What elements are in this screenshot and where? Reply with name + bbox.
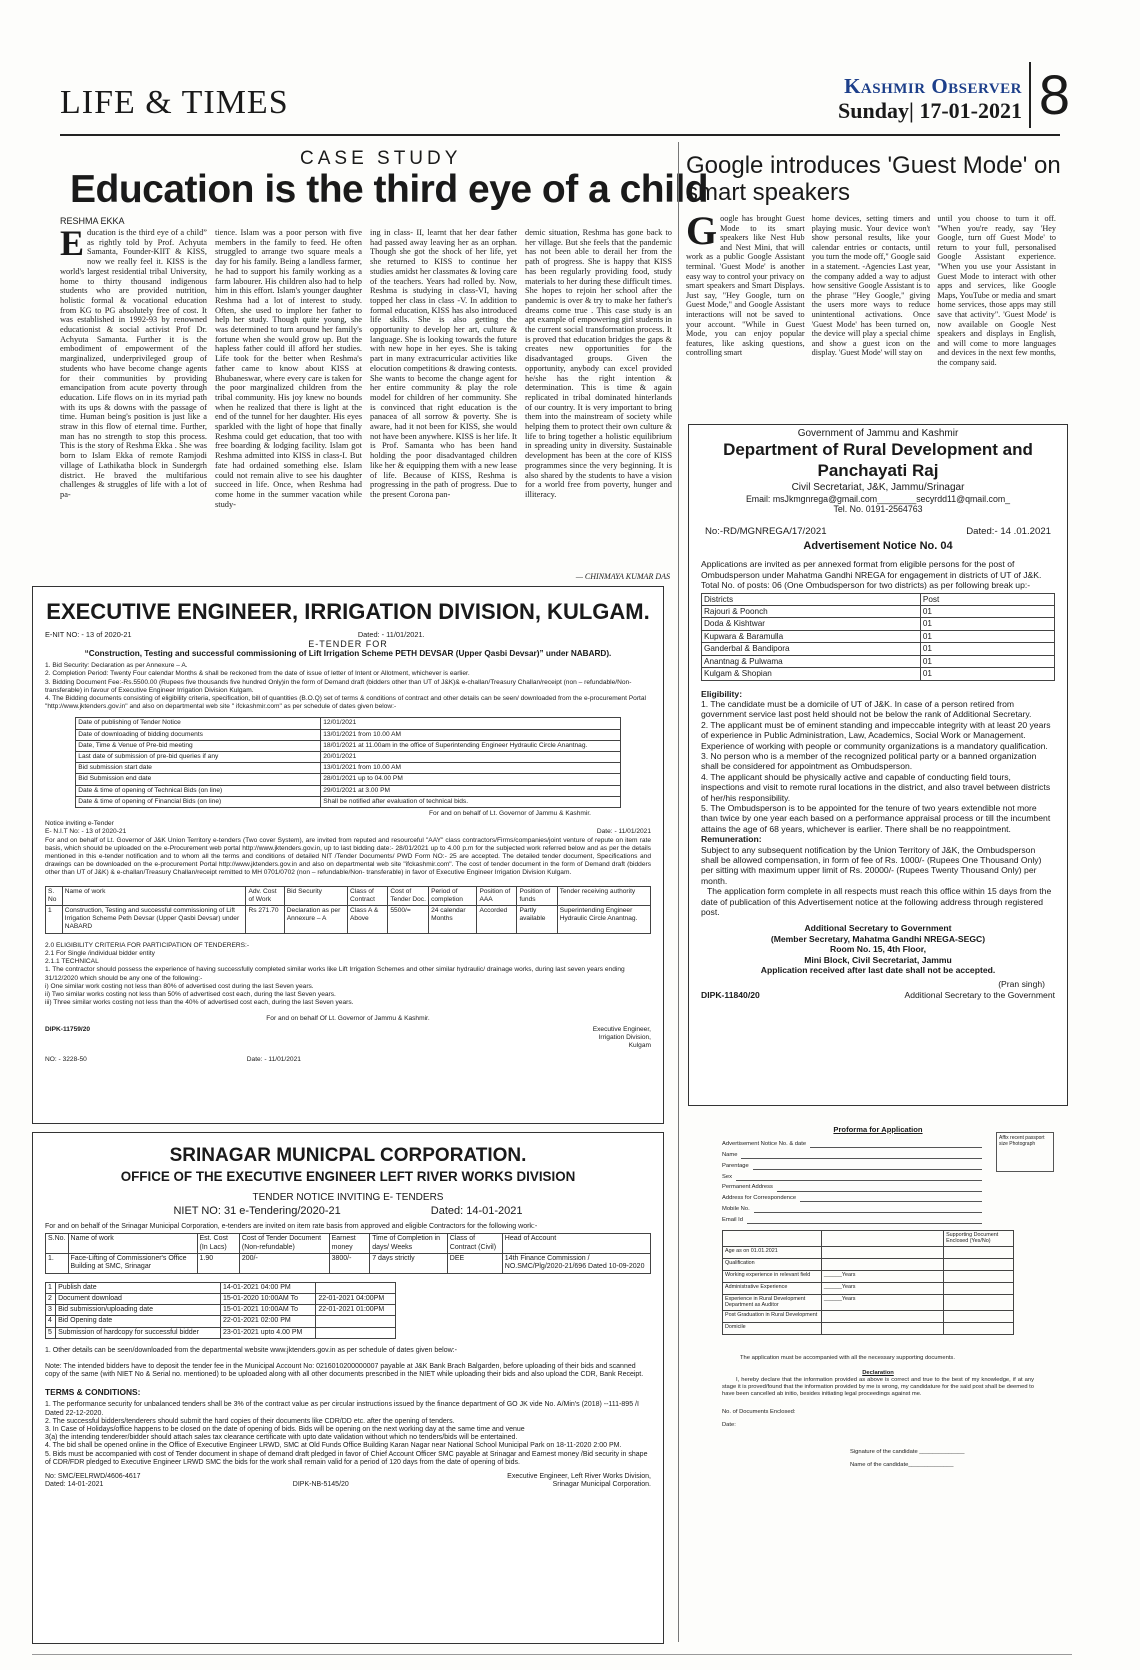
- table-cell: Accorded: [477, 906, 517, 934]
- smc-intro: For and on behalf of the Srinagar Municipal Corporation, e-tenders are invited on item rate basis from approved and eligible Contractors for the following work:-: [45, 1223, 538, 1230]
- table-cell: 22-01-2021 01:00PM: [316, 1305, 396, 1316]
- table-row: [723, 1322, 1014, 1334]
- table-cell: Experience in Rural Development Department as Auditor: [723, 1294, 822, 1310]
- notice-intro: Applications are invited as per annexed format from eligible persons for the post of Ombudsperson under Mahatma Gandhi NREGA for engagement in districts of UT of J&K.: [701, 559, 1042, 580]
- table-cell: [944, 1246, 1014, 1258]
- table-cell: 14-01-2021 04:00 PM: [220, 1282, 315, 1293]
- terms-list: [45, 1401, 651, 1467]
- table-row: [76, 718, 620, 729]
- table-cell: Age as on 01.01.2021: [723, 1246, 822, 1258]
- ad-footer: [45, 1026, 651, 1051]
- table-row: [702, 668, 1055, 680]
- work-table: [45, 886, 651, 934]
- table-header: Class of Contract: [348, 886, 388, 905]
- signatory: Executive Engineer, Irrigation Division, Kulgam: [592, 1025, 651, 1049]
- table-header: Time of Completion in days/ Weeks: [370, 1234, 448, 1254]
- table-header: Name of work: [62, 886, 246, 905]
- term-item: 4. The bid shall be opened online in the Office of Executive Engineer LRWD, SMC at Old Funds Office Building Karan Nagar near National School Municipal Park on 18-11-2020 2:00 PM.: [45, 1442, 622, 1450]
- table-cell: Face-Lifting of Commissioner's Office Building at SMC, Srinagar: [68, 1254, 197, 1274]
- table-cell: [944, 1282, 1014, 1294]
- dipk-number: DIPK-NB-5145/20: [292, 1481, 349, 1489]
- notice-ref-row: [701, 527, 1055, 537]
- dept-email: Email: msJkmgnrega@gmail.com________secyrdd11@qmail.com_: [745, 493, 1011, 504]
- schedule-label: Date of publishing of Tender Notice: [76, 718, 321, 729]
- candidate-signature: Signature of the candidate ______________: [850, 1449, 965, 1456]
- table-cell: Bid submission/uploading date: [56, 1305, 221, 1316]
- district-name: Doda & Kishtwar: [702, 618, 921, 630]
- nit-date: Dated: 14-01-2021: [430, 1205, 523, 1217]
- table-cell: Publish date: [56, 1282, 221, 1293]
- eligibility-item: 5. The Ombudsperson is to be appointed for the tenure of two years extendible not more than twice by one year each based on a performance appraisal process or till the incumbent attains the age of 68 years, whichever is earlier. There shall be no reappointment.: [701, 802, 1051, 834]
- notice-body: For and on behalf of Lt. Governor of J&K Union Territory e-tenders (Two cover System), are invited from reputed and resourceful "AAY" class contractors/Firms/companies/joint venture of repute on item rate basis, which should be uploaded on the e-Procurement web portal http://www.jktenders.gov.in, up to last bidding date:- 28/01/2021 up to 4.00 p.m for the subjected work referred below and as per the details mentioned in this e-tender notification and to whom all the terms and conditions of detailed NIT /Tender Documents/ PWD Form NO:- 25 are accepted. The detailed tender document, Specifications and drawings can be downloaded on the e-procurement Portal http://www.jktenders.gov.in and also on departmental web site "ifckashmir.com". The cost of tender document in the form of Demand draft (bidders other than UT of J&K) & e-challan/Treasury Challan/receipt remitted to MH 0701/0702 (non – refundable/Non- transferable) in favor of Executive Engineer Irrigation Division Kulgam.: [45, 836, 651, 877]
- district-posts: 01: [920, 630, 1054, 642]
- table-header: Name of work: [68, 1234, 197, 1254]
- application-text: The application form complete in all respects must reach this office within 15 days from the date of publication of this Advertisement notice at the following address through registered post.: [701, 886, 1052, 918]
- table-cell: Class A & Above: [348, 906, 388, 934]
- table-cell: ______Years: [821, 1282, 943, 1294]
- table-cell: 200/-: [239, 1254, 329, 1274]
- table-cell: 22-01-2021 04:00PM: [316, 1294, 396, 1305]
- schedule-label: Last date of submission of pre-bid queries if any: [76, 752, 321, 763]
- condition-item: 4. The Bidding documents consisting of eligibility criteria, specification, bill of quantities (B.O.Q) set of terms & conditions of contract and other details can be seen/ downloaded from the e-procurement Portal "http://www.jktenders.gov.in" and also on departmental web site " ifckashmir.com" as per schedule of dates given below:-: [45, 695, 646, 711]
- google-column-1: [686, 214, 805, 414]
- table-row: [76, 763, 620, 774]
- dept-phone: Tel. No. 0191-2564763: [833, 504, 923, 515]
- behalf-line: For and on behalf of Lt. Governor of Jammu & Kashmir.: [429, 810, 591, 818]
- schedule-table: [45, 1282, 396, 1339]
- signature-name: (Pran singh): [998, 979, 1045, 990]
- dept-address: Civil Secretariat, J&K, Jammu/Srinagar: [791, 482, 965, 494]
- table-cell: 23-01-2021 upto 4.00 PM: [220, 1327, 315, 1338]
- table-header: Bid Security: [284, 886, 347, 905]
- google-column-2: home devices, setting timers and playing music. Your device won't show personal results, like your calendar entries or contacts, until you turn the mode off," Google said in a statement. -Agencies Last year, the company added a way to adjust how sensitive Google Assistant is to the phrase "Hey Google," giving the users more ways to reduce unintentional activations. Once 'Guest Mode' has been turned on, the device will play a special chime and show a guest icon on the display. 'Guest Mode' will stay on: [811, 214, 931, 358]
- ad-ref-row: [45, 631, 651, 639]
- table-cell: 1.: [46, 1254, 69, 1274]
- table-row: [723, 1282, 1014, 1294]
- ref-date: Date: - 11/01/2021: [246, 1056, 301, 1064]
- table-row: [76, 796, 620, 807]
- dropcap: E: [60, 228, 85, 263]
- etender-label: E-TENDER FOR: [308, 639, 388, 650]
- table-cell: Rs 271.70: [246, 906, 284, 934]
- table-cell: 3800/-: [329, 1254, 370, 1274]
- schedule-value: Shall be notified after evaluation of technical bids.: [321, 796, 620, 807]
- notice-head: Notice inviting e-Tender: [45, 820, 114, 828]
- eligibility-item: 2.1.1 TECHNICAL: [45, 958, 99, 966]
- ad-ref-footer: [45, 1056, 651, 1064]
- schedule-label: Bid submission start date: [76, 763, 321, 774]
- form-field[interactable]: [722, 1152, 982, 1159]
- table-cell: 2: [46, 1294, 56, 1305]
- form-field[interactable]: [722, 1217, 982, 1224]
- ref-number: NO: - 3228-50: [45, 1056, 87, 1064]
- eligibility-list: [45, 942, 651, 1008]
- documents-enclosed: No. of Documents Enclosed:: [722, 1408, 796, 1415]
- table-header: Position of AAA: [477, 886, 517, 905]
- signatory: Additional Secretary to the Government: [904, 989, 1055, 1000]
- address-line: Mini Block, Civil Secretariat, Jammu: [804, 954, 952, 965]
- ad-title: SRINAGAR MUNICPAL CORPORATION.: [169, 1145, 527, 1166]
- eligibility-item: 3. No person who is a member of the recognized political party or a banned organization shall be considered for appointment as Ombudsperson.: [701, 750, 1037, 772]
- table-header: S.No.: [46, 1234, 69, 1254]
- table-row: [723, 1246, 1014, 1258]
- table-row: [76, 785, 620, 796]
- proforma-date: Date:: [722, 1421, 736, 1428]
- work-table: [45, 1233, 651, 1274]
- google-column-3: until you choose to turn it off. "When you're ready, say 'Hey Google, turn off Guest Mode' to return to your full, personalised Google Assistant experience. "When you use your Assistant in Guest Mode to interact with other apps and services, like Google Maps, YouTube or media and smart home services, those apps may still save that activity". 'Guest Mode' is now available on Google Nest speakers and displays in English, and will come to more languages and devices in the next few months, the company said.: [937, 214, 1056, 367]
- nit-row: [45, 1205, 651, 1217]
- photo-placeholder: Affix recent passport size Photograph: [996, 1132, 1054, 1172]
- table-cell: Construction, Testing and successful commissioning of Lift Irrigation Scheme Peth Devsar (Upper Qasbi Devsar) under NABARD: [62, 906, 246, 934]
- table-cell: Document download: [56, 1294, 221, 1305]
- table-row: [723, 1294, 1014, 1310]
- notice-date: Date: - 11/01/2021: [596, 828, 651, 836]
- district-name: Kulgam & Shopian: [702, 668, 921, 680]
- ad-footer: [45, 1473, 651, 1489]
- table-cell: Qualification: [723, 1258, 822, 1270]
- table-cell: 5: [46, 1327, 56, 1338]
- schedule-table: [75, 717, 620, 808]
- dipk-number: DIPK-11840/20: [701, 989, 760, 1000]
- table-cell: 1: [46, 906, 63, 934]
- schedule-value: 29/01/2021 at 3.00 PM: [321, 785, 620, 796]
- article-credit: — CHINMAYA KUMAR DAS: [575, 572, 670, 581]
- eligibility-item: iii) Three similar works costing not less than the 40% of advertised cost each, during the last Seven years.: [45, 999, 354, 1007]
- proforma-title: Proforma for Application: [833, 1125, 923, 1134]
- form-field[interactable]: [722, 1141, 982, 1148]
- field-line: [800, 1196, 982, 1202]
- district-name: Anantnag & Pulwama: [702, 655, 921, 667]
- ad-date: Dated: - 11/01/2021.: [357, 630, 425, 639]
- google-article-body: [686, 214, 1056, 414]
- table-cell: [821, 1322, 943, 1334]
- table-header: Class of Contract (Civil): [447, 1234, 502, 1254]
- table-cell: [821, 1258, 943, 1270]
- table-row: [46, 1316, 396, 1327]
- article-column-2: tience. Islam was a poor person with five members in the family to feed. He often struggled to arrange two square meals a day for his family. Being a landless farmer, he had to support his family working as a farm labourer. His children also had to help him in this effort. Islam's younger daughter Reshma had a lot of interest to study. Often, she used to implore her father to help her study. Though quite young, she was determined to turn around her family's fortune when she would grow up. But the hapless father could ill afford her studies. Life took for the better when Reshma's father came to know about KISS at Bhubaneswar, where every care is taken for the poor marginalized children from the tribal community. His joy knew no bounds when he realized that there is light at the end of the tunnel for her daughter. His eyes sparkled with the light of hope that finally Reshma could get education, that too with free boarding & lodging facility. Islam got Reshma admitted into KISS in class-I. But fate had ordained something else. Islam could not remain alive to see his daughter succeed in life. Once, when Reshma had come home in the summer vacation while study-: [215, 228, 362, 509]
- page-number: 8: [1029, 62, 1070, 128]
- address-line: Application received after last date shall not be accepted.: [760, 965, 996, 976]
- term-item: 2. The successful bidders/tenderers should submit the hard copies of their documents like CDR/DD etc. after the opening of tenders.: [45, 1417, 455, 1425]
- schedule-value: 20/01/2021: [321, 752, 620, 763]
- table-row: [76, 740, 620, 751]
- google-column-text: oogle has brought Guest Mode to its smart speakers like Nest Hub and Nest Mini, that will work as a public Google Assistant terminal. 'Guest Mode' is another easy way to control your privacy on smart speakers and Smart Displays. Just say, "Hey Google, turn on Guest Mode," and Google Assistant interactions will not be saved to your account. "While in Guest Mode, you can enjoy popular features, like asking questions, controlling smart: [686, 214, 805, 358]
- table-cell: 5500/=: [388, 906, 429, 934]
- dipk-number: DIPK-11759/20: [45, 1025, 91, 1033]
- table-row: [702, 643, 1055, 655]
- form-field[interactable]: [722, 1174, 982, 1181]
- table-row: [46, 1294, 396, 1305]
- eligibility-list: [701, 699, 1055, 834]
- article-kicker: CASE STUDY: [300, 148, 462, 169]
- article-column-4: demic situation, Reshma has gone back to her village. But she feels that the pandemic has not been able to derail her from the path of progress. She is happy that KISS has been regularly providing food, study materials to her during these difficult times. She hopes to rejoin her school after the pandemic is over & try to make her father's dreams come true . This case study is an apt example of empowering girl students in the current social transformation process. It is proved that education bridges the gaps & creates new opportunities for the disadvantaged groups. Given the opportunity, anybody can excel provided he/she has the right intention & determination. This is time & again replicated in tribal dominated hinterlands of our country. It is very important to bring them into the mainstream of society while helping them to protect their own culture & life to bring together a holistic equilibrium in spreading unity in diversity. Sustainable development has been at the core of KISS programmes since the very beginning. It is also shared by the students to have a vision for a world free from poverty, hunger and illiteracy.: [525, 228, 672, 499]
- table-cell: [316, 1327, 396, 1338]
- table-row: [723, 1310, 1014, 1322]
- table-cell: [944, 1322, 1014, 1334]
- article-column-1: [60, 228, 207, 588]
- form-field[interactable]: [722, 1184, 982, 1191]
- field-label: Address for Correspondence: [722, 1195, 797, 1202]
- table-header: Head of Account: [502, 1234, 650, 1254]
- district-posts: 01: [920, 668, 1054, 680]
- eligibility-item: 2.1 For Single /individual bidder entity: [45, 949, 155, 957]
- article-body: [60, 228, 672, 588]
- table-row: [46, 1282, 396, 1293]
- notice-number: E- N.I.T No: - 13 of 2020-21: [45, 828, 127, 836]
- column-divider: [678, 142, 679, 1642]
- signatory: Executive Engineer, Left River Works Division, Srinagar Municipal Corporation.: [507, 1473, 651, 1489]
- term-item: 3. In Case of Holidays/office happens to be closed on the date of opening of bids. Bids will be opening on the next working day at the same time and venue: [45, 1426, 525, 1434]
- table-header: Cost of Tender Doc.: [388, 886, 429, 905]
- address-block: [701, 923, 1055, 975]
- district-name: Ganderbal & Bandipora: [702, 643, 921, 655]
- schedule-label: Date of downloading of bidding documents: [76, 729, 321, 740]
- field-line: [741, 1153, 982, 1159]
- newspaper-brand: Kashmir Observer: [844, 74, 1022, 98]
- term-item: 1. The performance security for unbalanced tenders shall be 3% of the contract value as per circular instructions issued by the finance department of GO JK vide No. A/Min's (2018) --111-895 /I Dated 22-12-2020.: [45, 1401, 639, 1417]
- smc-note: Note: The intended bidders have to deposit the tender fee in the Municipal Account No: 0216010200000007 payable at J&K Bank Brach Balgarden, before uploading of their bids and scanned copy of the same (with NIET No & Serial no. mentioned) to be uploaded along with all other documents prescribed in the NIET while uploading their bids and also upload the CDR, Bank Receipt.: [45, 1363, 644, 1379]
- table-cell: 7 days strictly: [370, 1254, 448, 1274]
- table-row: [76, 774, 620, 785]
- field-line: [810, 1142, 982, 1148]
- term-item: 5. Bids must be accompanied with cost of Tender document in shape of demand draft pledged in favor of Chief Account Officer SMC payable at Srinagar and Earnest money /Bid security in shape of CDR/FDR pledged to Executive Engineer LRWD SMC the bids for the work shall remain valid for a period of 120 days from the date of opening of bids.: [45, 1450, 648, 1466]
- irrigation-tender-ad: [32, 586, 664, 1124]
- terms-heading: TERMS & CONDITIONS:: [45, 1387, 141, 1398]
- table-cell: Working experience in relevant field: [723, 1270, 822, 1282]
- eligibility-item: i) One similar work costing not less than 80% of advertised cost during the last Seven years.: [45, 982, 314, 990]
- table-cell: Bid Opening date: [56, 1316, 221, 1327]
- district-posts: 01: [920, 655, 1054, 667]
- field-label: Email Id: [722, 1216, 743, 1223]
- table-row: [76, 752, 620, 763]
- article-byline: RESHMA EKKA: [60, 216, 125, 226]
- table-row: [46, 1305, 396, 1316]
- remuneration-text: Subject to any subsequent notification by the Union Territory of J&K, the Ombudsperson shall be allowed compensation, in form of fee of Rs. 1000/- (Rupees One Thousand Only) per sitting with maximum upper limit of Rs. 20000/- (Rupees Twenty Thousand Only) per month.: [701, 844, 1042, 886]
- table-cell: 15-01-2020 10:00AM To: [220, 1294, 315, 1305]
- other-details: 1. Other details can be seen/downloaded from the departmental website www.jktenders.gov.in as per schedule of dates given below:-: [45, 1346, 457, 1354]
- table-cell: 14th Finance Commission / NO.SMC/Plg/2020-21/696 Dated 10-09-2020: [502, 1254, 650, 1274]
- ad-footer: [701, 990, 1055, 1000]
- field-line: [736, 1175, 982, 1181]
- table-header: Position of funds: [517, 886, 557, 905]
- rural-development-ad: [688, 424, 1068, 1106]
- field-label: Sex: [722, 1173, 732, 1180]
- field-label: Name: [722, 1152, 738, 1158]
- table-header: Post: [920, 593, 1054, 605]
- nit-number: NIET NO: 31 e-Tendering/2020-21: [173, 1205, 341, 1217]
- table-cell: [316, 1282, 396, 1293]
- declaration-heading: Declaration: [862, 1369, 894, 1376]
- table-row: [723, 1258, 1014, 1270]
- table-cell: 15-01-2021 10:00AM To: [220, 1305, 315, 1316]
- proforma-note: The application must be accompanied with all the necessary supporting documents.: [740, 1354, 955, 1361]
- tender-label: TENDER NOTICE INVITING E- TENDERS: [252, 1192, 444, 1203]
- table-cell: 22-01-2021 02:00 PM: [220, 1316, 315, 1327]
- eligibility-heading: Eligibility:: [701, 688, 743, 699]
- eligibility-item: 1. The candidate must be a domicile of UT of J&K. In case of a person retired from government service last post held should not be below the rank of Additional Secretary.: [701, 698, 1032, 720]
- notice-ref-row: [45, 828, 651, 836]
- form-field[interactable]: [722, 1206, 982, 1213]
- schedule-value: 28/01/2021 up to 04.00 PM: [321, 774, 620, 785]
- field-label: Permanent Address: [722, 1184, 773, 1191]
- table-cell: 4: [46, 1316, 56, 1327]
- article-column-3: ing in class- II, learnt that her dear father had passed away leaving her as an orphan. Though she got the shock of her life, yet she returned to KISS to continue her studies amidst her classmates & loving care of the teachers. Years had rolled by. Now, Reshma is studying in class-VI, having topped her class in class -V. In addition to formal education, KISS has also introduced life skills. She is also getting the opportunity to develop her art, culture & language. She is looking towards the future with new hope in her eyes. She is taking part in many extracurricular activities like elocution competitions & drawing contests. She wants to become the change agent for her entire community & play the role model for children of her community. She is convinced that right education is the panacea of all sorrow & poverty. She is aware, had it not been for KISS, she would not have been anywhere. KISS is her life. It is Prof. Samanta who has been hand holding the poor disadvantaged children like her & equipping them with a new lease of life. Because of KISS, Reshma is progressing in the path of progress. Due to the present Corona pan-: [370, 228, 517, 499]
- table-row: [702, 618, 1055, 630]
- schedule-value: 13/01/2021 from 10.00 AM: [321, 729, 620, 740]
- field-line: [753, 1164, 982, 1170]
- department-name: Department of Rural Development and Panchayati Raj: [723, 440, 1033, 481]
- schedule-label: Date & time of opening of Technical Bids (on line): [76, 785, 321, 796]
- field-label: Parentage: [722, 1162, 749, 1169]
- field-label: Advertisement Notice No. & date: [722, 1141, 807, 1148]
- district-name: Kupwara & Baramulla: [702, 630, 921, 642]
- eligibility-item: ii) Two similar works costing not less than 50% of advertised cost each, during the last Seven years.: [45, 990, 336, 998]
- google-headline: Google introduces 'Guest Mode' on smart speakers: [686, 152, 1061, 206]
- table-row: [702, 630, 1055, 642]
- footer-rule: [32, 1654, 1072, 1655]
- smc-tender-ad: [32, 1132, 664, 1644]
- table-cell: [821, 1246, 943, 1258]
- table-header: Districts: [702, 593, 921, 605]
- table-header: Tender receiving authority: [557, 886, 650, 905]
- schedule-label: Date & time of opening of Financial Bids (on line): [76, 796, 321, 807]
- edition-date: Sunday| 17-01-2021: [838, 98, 1022, 123]
- table-cell: 3: [46, 1305, 56, 1316]
- table-cell: Post Graduation in Rural Development: [723, 1310, 822, 1322]
- form-field[interactable]: [722, 1195, 982, 1202]
- table-row: [702, 655, 1055, 667]
- ref-number: No: SMC/EELRWD/4606-4617: [45, 1473, 141, 1481]
- table-cell: Administrative Experience: [723, 1282, 822, 1294]
- table-cell: 1: [46, 1282, 56, 1293]
- table-cell: 24 calendar Months: [429, 906, 477, 934]
- notice-title: Advertisement Notice No. 04: [803, 540, 953, 553]
- table-row: [46, 1327, 396, 1338]
- table-row: [76, 729, 620, 740]
- section-title: LIFE & TIMES: [60, 84, 289, 121]
- ref-date: Dated: 14-01-2021: [45, 1481, 104, 1489]
- field-line: [747, 1218, 982, 1224]
- condition-item: 3. Bidding Document Fee:-Rs.5500.00 (Rupees five thousands five hundred Only)in the form of Demand draft (bidders other than UT of J&K)& e-challan/Treasury Challan/receipt (non – refundable/Non- transferable) in favour of Executive Engineer Irrigation Division Kulgam.: [45, 678, 632, 694]
- table-cell: Superintending Engineer Hydraulic Circle Anantnag.: [557, 906, 650, 934]
- table-cell: Domicile: [723, 1322, 822, 1334]
- address-line: (Member Secretary, Mahatma Gandhi NREGA-SEGC): [770, 933, 986, 944]
- table-header: [723, 1230, 822, 1246]
- conditions-list: [45, 662, 651, 711]
- posts-line: Total No. of posts: 06 (One Ombudsperson for two districts) as per following break up:-: [701, 580, 1031, 591]
- candidate-name: Name of the candidate______________: [850, 1462, 954, 1469]
- notice-number: No:-RD/MGNREGA/17/2021: [705, 525, 827, 537]
- term-item: 3(a) the intending tenderer/bidder should attach sales tax clearance certificate with upto date validation without which no tenders/bids will be entertained.: [45, 1434, 518, 1442]
- eligibility-item: 2.0 ELIGIBILITY CRITERIA FOR PARTICIPATION OF TENDERERS:-: [45, 941, 250, 949]
- table-row: [723, 1270, 1014, 1282]
- table-header: S. No: [46, 886, 63, 905]
- table-cell: Partly available: [517, 906, 557, 934]
- table-header: Period of completion: [429, 886, 477, 905]
- table-cell: DEE: [447, 1254, 502, 1274]
- table-cell: Declaration as per Annexure – A: [284, 906, 347, 934]
- schedule-value: 18/01/2021 at 11.00am in the office of Superintending Engineer Hydraulic Circle Anantnag.: [321, 740, 620, 751]
- field-line: [777, 1186, 982, 1192]
- enit-number: E-NIT NO: - 13 of 2020-21: [45, 630, 132, 639]
- article-column-text: ducation is the third eye of a child” as rightly told by Prof. Achyuta Samanta, Founder-KIIT & KISS, now we really feel it. KISS is the world's largest residential tribal University, home to thirty thousand indigenous students who are provided nutrition, holistic formal & vocational education from KG to PG absolutely free of cost. It was established in 1992-93 by renowned educationist & social activist Prof Dr. Achyuta Samanta. Further it is the embodiment of empowerment of the marginalized, underprivileged group of students who have become change agents for their communities by providing emancipation from acute poverty through education. Life flows on in its myriad path with its ups & downs with the passage of time. Human being's position is just like a straw in this flow of eternal time. Further, man has no strength to stop this process. This is the story of Reshma Ekka . She was born to Islam Ekka of remote Ramjodi village of Lathikatha block in Sundergrh district. He braved the multifarious challenges & struggles of life with a lot of pa-: [60, 228, 207, 499]
- work-title: “Construction, Testing and successful commissioning of Lift Irrigation Scheme PETH DEVSAR (Upper Qasbi Devsar)” under NABARD).: [84, 649, 612, 659]
- ad-subtitle: OFFICE OF THE EXECUTIVE ENGINEER LEFT RIVER WORKS DIVISION: [120, 1169, 576, 1184]
- behalf-line: For and on behalf Of Lt. Governor of Jammu & Kashmir.: [266, 1015, 430, 1023]
- table-cell: [944, 1294, 1014, 1310]
- table-header: Adv. Cost of Work: [246, 886, 284, 905]
- districts-table: [701, 593, 1055, 681]
- field-line: [754, 1207, 982, 1213]
- district-posts: 01: [920, 606, 1054, 618]
- table-header: Earnest money: [329, 1234, 370, 1254]
- condition-item: 1. Bid Security: Declaration as per Annexure – A.: [45, 662, 188, 670]
- gov-line: Government of Jammu and Kashmir: [797, 428, 959, 439]
- table-cell: Submission of hardcopy for successful bidder: [56, 1327, 221, 1338]
- address-line: Room No. 15, 4th Floor,: [830, 944, 926, 955]
- table-cell: 1.90: [197, 1254, 239, 1274]
- district-posts: 01: [920, 618, 1054, 630]
- eligibility-item: 1. The contractor should possess the experience of having successfully completed similar works like Lift Irrigation Schemes and other similar hydraulic/ drainage works, during last seven years ending 31/12/2020 which should be any one of the following:-: [45, 966, 625, 982]
- schedule-label: Date, Time & Venue of Pre-bid meeting: [76, 740, 321, 751]
- district-posts: 01: [920, 643, 1054, 655]
- table-cell: [944, 1258, 1014, 1270]
- table-cell: ______Years: [821, 1294, 943, 1310]
- table-row: [702, 606, 1055, 618]
- table-header: [821, 1230, 943, 1246]
- table-cell: [316, 1316, 396, 1327]
- table-header: Cost of Tender Document (Non-refundable): [239, 1234, 329, 1254]
- notice-date: Dated:- 14 .01.2021: [966, 525, 1051, 537]
- eligibility-item: 4. The applicant should be physically active and capable of conducting field tours, inspections and visit to remote rural locations in the district, and also travel between districts of her/his responsibility.: [701, 771, 1051, 803]
- table-cell: [944, 1270, 1014, 1282]
- masthead-rule: [60, 134, 1060, 136]
- table-cell: [944, 1310, 1014, 1322]
- schedule-value: 13/01/2021 from 10.00 AM: [321, 763, 620, 774]
- proforma-table: [722, 1230, 1014, 1335]
- table-header: Supporting Document Enclosed (Yes/No): [944, 1230, 1014, 1246]
- eligibility-item: 2. The applicant must be of eminent standing and impeccable integrity with at least 20 years of experience in Public Administration, Law, Academics, Social Work or Management. Experience of working with people or community organizations is a mandatory qualification.: [701, 719, 1051, 751]
- condition-item: 2. Completion Period: Twenty Four calendar Months & shall be reckoned from the date of issue of letter of Intent or Allotment, whichever is earlier.: [45, 670, 470, 678]
- form-field[interactable]: [722, 1163, 982, 1170]
- table-header: Est. Cost (In Lacs): [197, 1234, 239, 1254]
- remuneration-heading: Remuneration:: [701, 834, 762, 845]
- schedule-label: Bid Submission end date: [76, 774, 321, 785]
- field-label: Mobile No.: [722, 1205, 750, 1212]
- table-cell: [821, 1310, 943, 1322]
- address-line: Additional Secretary to Government: [804, 923, 952, 934]
- dropcap: G: [686, 214, 718, 253]
- declaration-text: I, hereby declare that the information provided as above is correct and true to the best of my knowledge, if at any stage it is proved/found that the information provided by me is wrong, my candidature for the said post shall be deemed to have been cancelled ab initio, besides initiating legal proceedings against me.: [722, 1377, 1034, 1398]
- ad-title: EXECUTIVE ENGINEER, IRRIGATION DIVISION, KULGAM.: [46, 599, 650, 624]
- application-proforma: [688, 1120, 1068, 1640]
- district-name: Rajouri & Poonch: [702, 606, 921, 618]
- schedule-value: 12/01/2021: [321, 718, 620, 729]
- table-cell: ______Years: [821, 1270, 943, 1282]
- article-headline: Education is the third eye of a child: [70, 168, 709, 211]
